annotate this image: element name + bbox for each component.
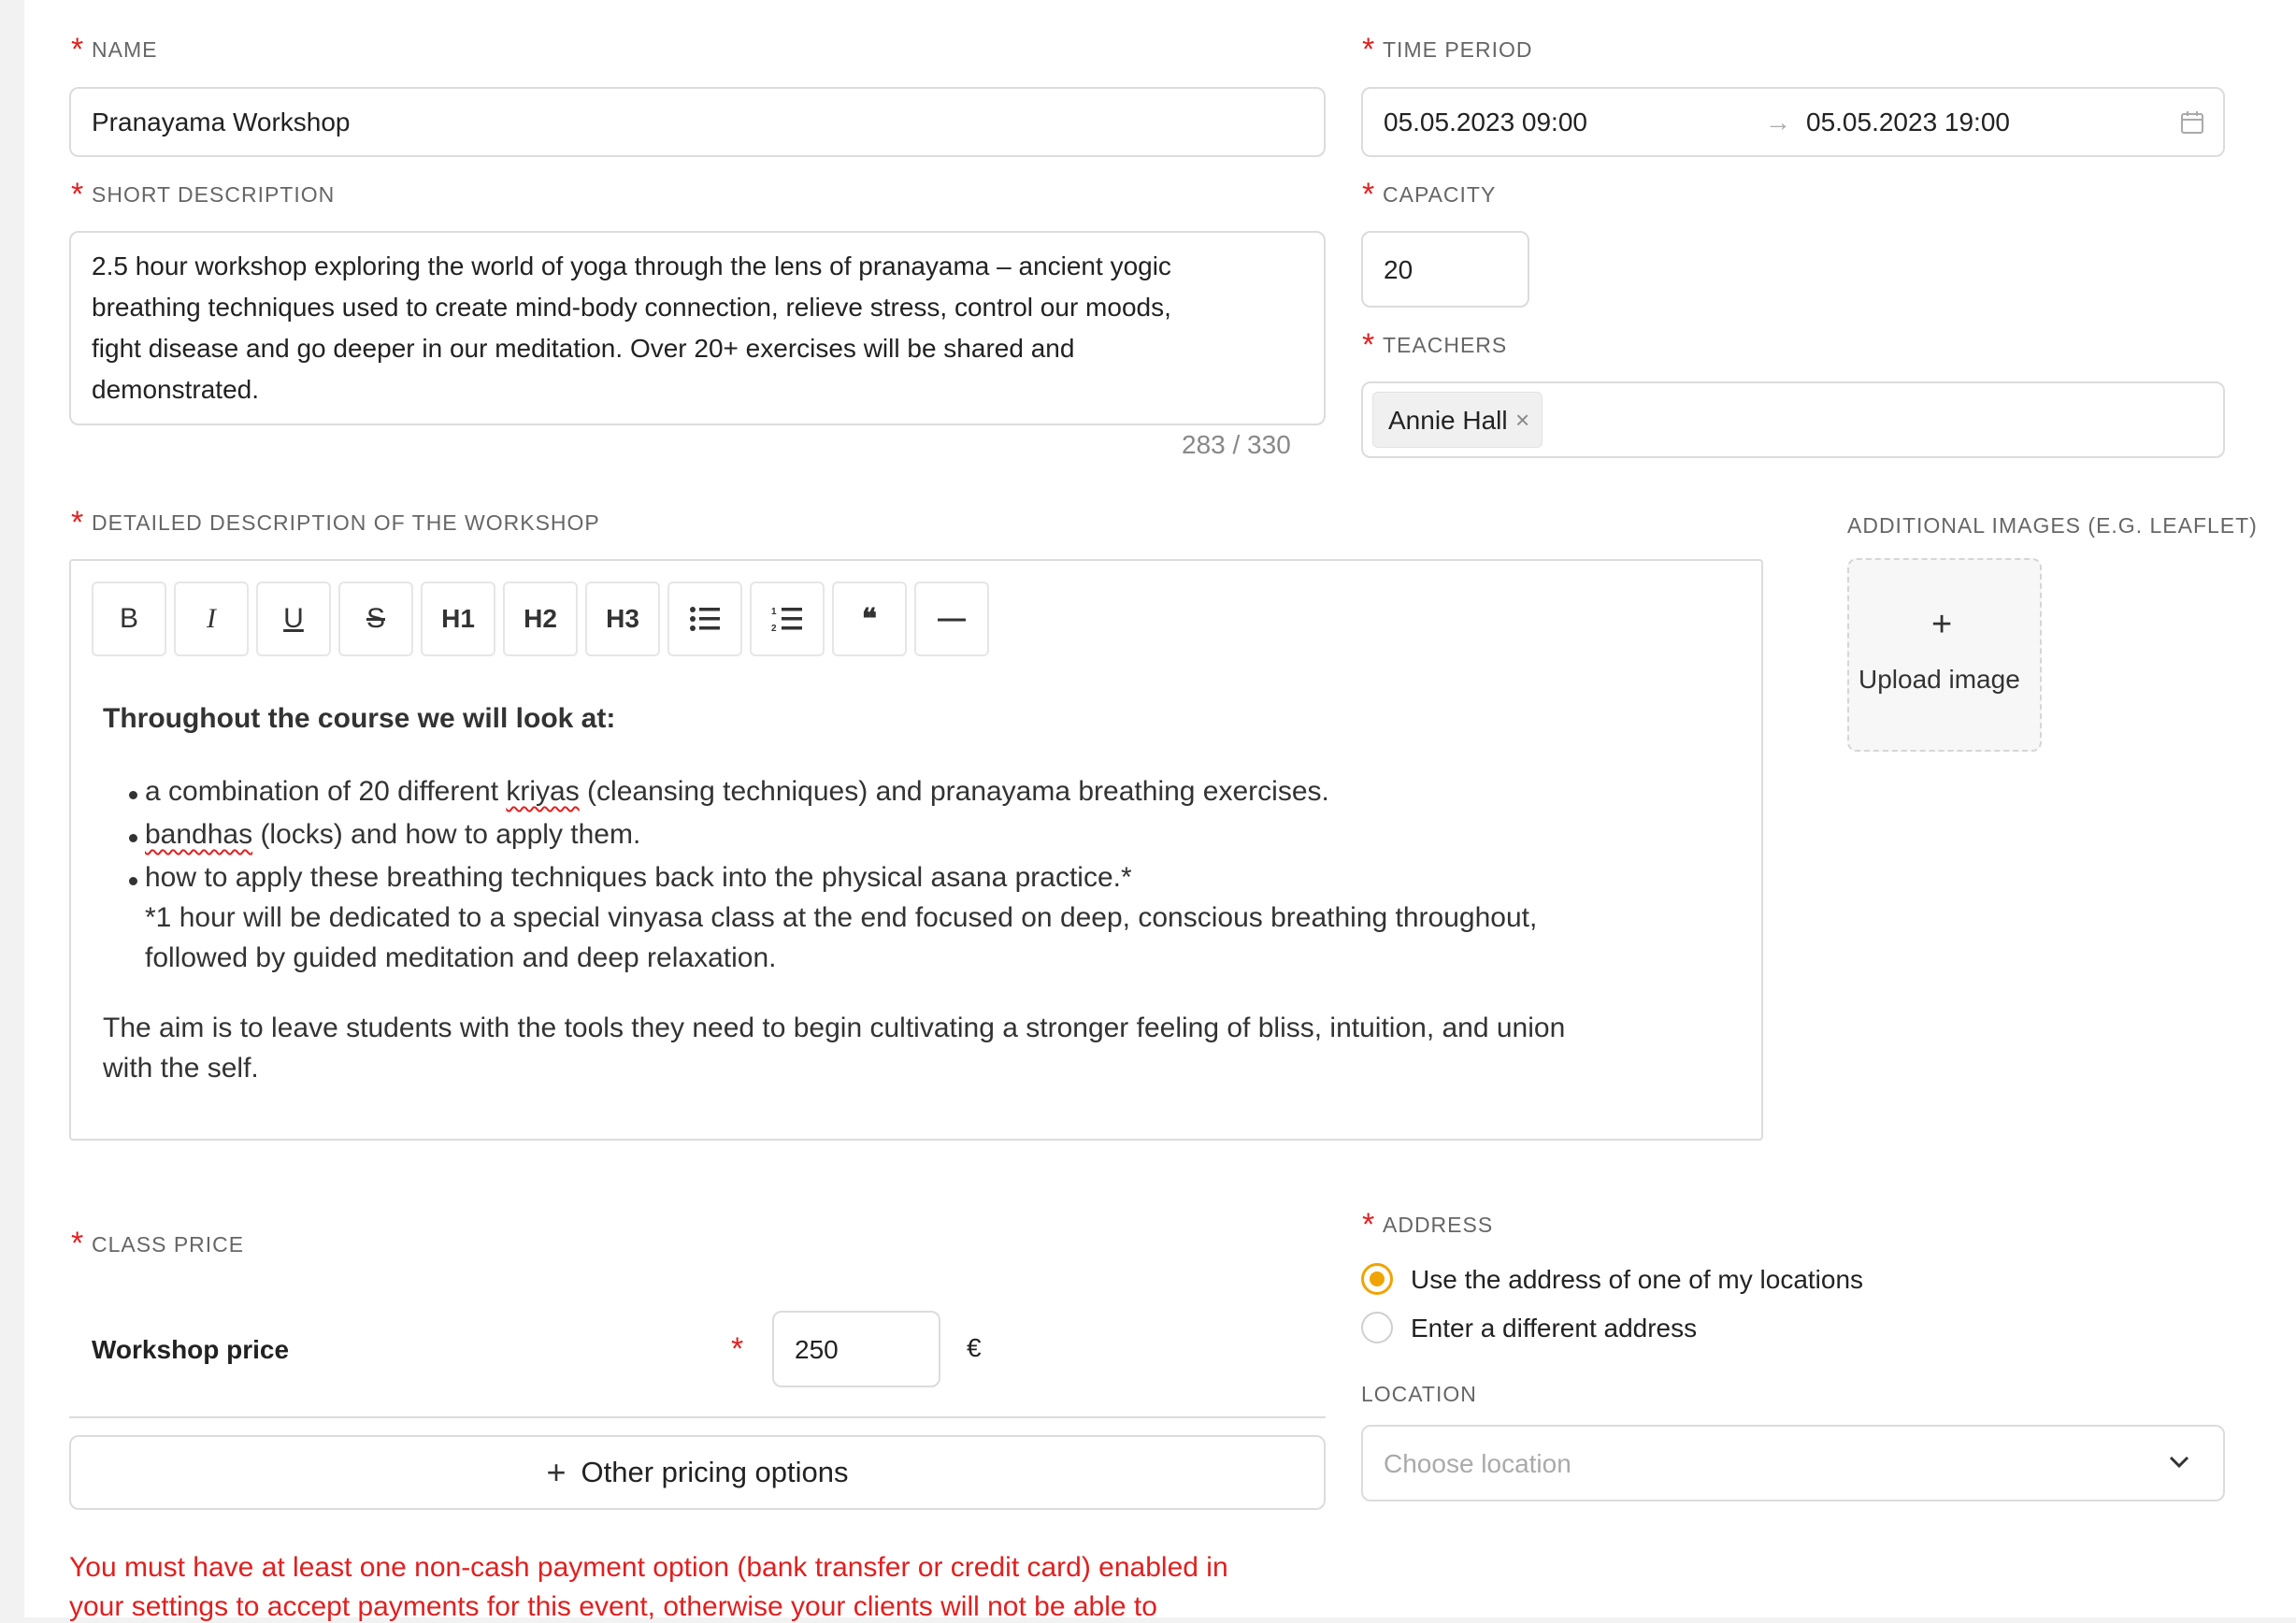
heading3-button[interactable] <box>585 582 660 656</box>
horizontal-rule-button[interactable] <box>914 582 989 656</box>
short-description-line: breathing techniques used to create mind-body connection, relieve stress, control our moods, <box>92 293 1171 322</box>
upload-image-button[interactable] <box>1847 558 2042 752</box>
required-marker: * <box>1362 1207 1375 1242</box>
radio-selected[interactable] <box>1361 1263 1393 1295</box>
radio-label: Enter a different address <box>1411 1314 1698 1343</box>
plus-icon: + <box>1931 605 1953 644</box>
required-marker: * <box>1362 177 1375 212</box>
strikethrough-button[interactable] <box>338 582 413 656</box>
capacity-label: CAPACITY <box>1383 182 1497 207</box>
time-period-label: TIME PERIOD <box>1383 37 1533 62</box>
upload-image-label: Upload image <box>1858 665 2020 694</box>
short-description-line: 2.5 hour workshop exploring the world of yoga through the lens of pranayama – ancient yogic <box>92 251 1171 280</box>
required-marker: * <box>71 1226 84 1261</box>
range-arrow-icon: → <box>1765 108 1791 136</box>
name-value: Pranayama Workshop <box>92 108 351 136</box>
italic-icon: I <box>207 603 216 634</box>
name-input[interactable] <box>69 87 1326 157</box>
required-marker: * <box>1362 32 1375 67</box>
list-item: bandhas (locks) and how to apply them. <box>145 819 641 850</box>
address-option-my-locations[interactable] <box>1361 1260 2016 1298</box>
teachers-label: TEACHERS <box>1383 333 1508 357</box>
quote-icon: ❝ <box>861 603 878 635</box>
payment-warning: You must have at least one non-cash payment option (bank transfer or credit card) enabled in <box>69 1552 1228 1583</box>
bullet-list-icon <box>689 605 721 633</box>
bullet-list-button[interactable] <box>667 582 742 656</box>
radio-unselected[interactable] <box>1361 1312 1393 1343</box>
svg-text:2: 2 <box>771 624 777 633</box>
other-pricing-options-label: Other pricing options <box>581 1456 849 1488</box>
required-marker: * <box>731 1331 744 1367</box>
short-description-line: demonstrated. <box>92 375 259 404</box>
capacity-input[interactable] <box>1361 231 1529 308</box>
teachers-select[interactable] <box>1361 381 2225 458</box>
start-datetime[interactable]: 05.05.2023 09:00 <box>1384 108 1587 136</box>
teacher-tag-label: Annie Hall <box>1388 406 1508 435</box>
divider <box>69 1416 1326 1418</box>
italic-button[interactable] <box>174 582 249 656</box>
payment-warning: your settings to accept payments for this event, otherwise your clients will not be able to <box>69 1591 1157 1622</box>
bold-button[interactable] <box>92 582 166 656</box>
heading3-icon: H3 <box>606 604 639 633</box>
bullet-dot <box>129 791 137 799</box>
location-placeholder: Choose location <box>1384 1449 1571 1478</box>
strikethrough-icon: S <box>366 603 385 634</box>
blockquote-button[interactable] <box>832 582 907 656</box>
heading2-icon: H2 <box>524 604 557 633</box>
list-item-continuation: followed by guided meditation and deep relaxation. <box>145 942 777 973</box>
time-period-range[interactable] <box>1361 87 2225 157</box>
heading2-button[interactable] <box>503 582 578 656</box>
class-price-label: CLASS PRICE <box>92 1232 245 1257</box>
required-marker: * <box>71 32 84 67</box>
calendar-icon[interactable] <box>2179 109 2205 140</box>
character-counter: 283 / 330 <box>1182 430 1291 459</box>
horizontal-rule-icon: — <box>938 603 966 634</box>
editor-heading: Throughout the course we will look at: <box>103 703 616 734</box>
remove-tag-icon[interactable]: × <box>1515 406 1530 434</box>
end-datetime[interactable]: 05.05.2023 19:00 <box>1806 108 2010 136</box>
bullet-dot <box>129 877 137 885</box>
bullet-dot <box>129 834 137 842</box>
underline-button[interactable] <box>256 582 331 656</box>
editor-paragraph: The aim is to leave students with the tools they need to begin cultivating a stronger feeling of bliss, intuition, and union <box>103 1013 1566 1043</box>
short-description-textarea[interactable] <box>69 231 1326 425</box>
additional-images-label: ADDITIONAL IMAGES (E.G. LEAFLET) <box>1847 513 2258 538</box>
heading1-button[interactable] <box>421 582 495 656</box>
location-label: LOCATION <box>1361 1382 1477 1406</box>
list-item-continuation: *1 hour will be dedicated to a special vinyasa class at the end focused on deep, conscious breathing throughout, <box>145 902 1538 933</box>
workshop-price-value: 250 <box>795 1335 839 1364</box>
address-label: ADDRESS <box>1383 1213 1494 1237</box>
required-marker: * <box>71 177 84 212</box>
ordered-list-icon <box>771 605 803 633</box>
required-marker: * <box>1362 327 1375 363</box>
underline-icon: U <box>283 603 304 634</box>
teacher-tag <box>1372 392 1543 448</box>
currency-symbol: € <box>967 1333 982 1362</box>
heading1-icon: H1 <box>441 604 475 633</box>
name-label: NAME <box>92 37 158 62</box>
chevron-down-icon <box>2167 1453 2191 1476</box>
short-description-line: fight disease and go deeper in our meditation. Over 20+ exercises will be shared and <box>92 334 1075 363</box>
capacity-value: 20 <box>1384 255 1413 284</box>
other-pricing-options-button[interactable] <box>69 1435 1326 1510</box>
event-form <box>24 0 2296 1622</box>
short-description-label: SHORT DESCRIPTION <box>92 182 336 207</box>
workshop-price-input[interactable] <box>772 1311 940 1387</box>
required-marker: * <box>71 505 84 540</box>
workshop-price-label: Workshop price <box>92 1335 290 1364</box>
plus-icon: + <box>546 1453 567 1491</box>
editor-paragraph: with the self. <box>103 1053 259 1084</box>
list-item: a combination of 20 different kriyas (cleansing techniques) and pranayama breathing exercises. <box>145 776 1329 807</box>
list-item: how to apply these breathing techniques back into the physical asana practice.* <box>145 862 1132 893</box>
svg-text:1: 1 <box>771 607 777 617</box>
bold-icon: B <box>119 603 138 634</box>
location-select[interactable] <box>1361 1425 2225 1501</box>
detailed-description-label: DETAILED DESCRIPTION OF THE WORKSHOP <box>92 510 600 535</box>
ordered-list-button[interactable] <box>750 582 825 656</box>
radio-label: Use the address of one of my locations <box>1411 1265 1864 1294</box>
address-option-different[interactable] <box>1361 1309 2016 1346</box>
